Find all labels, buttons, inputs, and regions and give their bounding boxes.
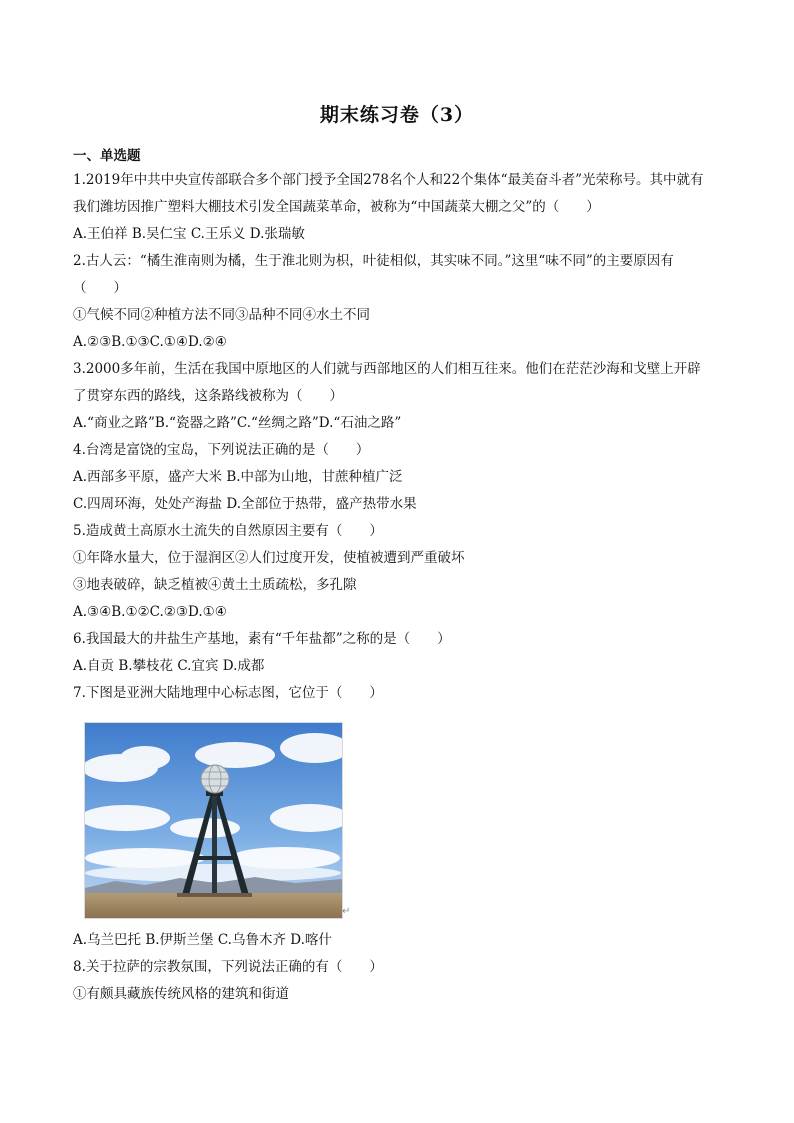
q1-options: A.王伯祥 B.吴仁宝 C.王乐义 D.张瑞敏: [73, 226, 305, 242]
q2-line-2: （ ）: [73, 280, 127, 296]
q1-line-1: 1.2019年中共中央宣传部联合多个部门授予全国278名个人和22个集体“最美奋斗者”光荣称号。其中就有: [73, 172, 704, 188]
q5-options: A.③④B.①②C.②③D.①④: [73, 604, 227, 620]
q2-statements: ①气候不同②种植方法不同③品种不同④水土不同: [73, 307, 370, 323]
section-heading: 一、单选题: [73, 148, 141, 164]
page-title: 期末练习卷（3）: [319, 104, 475, 126]
asia-center-monument-icon: [85, 723, 342, 918]
q4-options-cd: C.四周环海，处处产海盐 D.全部位于热带，盛产热带水果: [73, 496, 417, 512]
q5-statements-2: ③地表破碎，缺乏植被④黄土土质疏松，多孔隙: [73, 577, 357, 593]
q6-options: A.自贡 B.攀枝花 C.宜宾 D.成都: [73, 658, 265, 674]
q6-stem: 6.我国最大的井盐生产基地，素有“千年盐都”之称的是（ ）: [73, 631, 451, 647]
q8-statement-1: ①有颇具藏族传统风格的建筑和街道: [73, 986, 289, 1002]
q3-options: A.“商业之路”B.“瓷器之路”C.“丝绸之路”D.“石油之路”: [73, 415, 402, 431]
q5-stem: 5.造成黄土高原水土流失的自然原因主要有（ ）: [73, 523, 383, 539]
q5-statements-1: ①年降水量大，位于湿润区②人们过度开发，使植被遭到严重破坏: [73, 550, 465, 566]
paragraph-mark-icon: ↵: [342, 906, 351, 917]
q3-line-2: 了贯穿东西的路线，这条路线被称为（ ）: [73, 388, 343, 404]
q8-stem: 8.关于拉萨的宗教氛围，下列说法正确的有（ ）: [73, 959, 383, 975]
q1-line-2: 我们潍坊因推广塑料大棚技术引发全国蔬菜革命，被称为“中国蔬菜大棚之父”的（ ）: [73, 199, 600, 215]
q3-line-1: 3.2000多年前，生活在我国中原地区的人们就与西部地区的人们相互往来。他们在茫茫沙海和戈壁上开辟: [73, 361, 701, 377]
q2-line-1: 2.古人云：“橘生淮南则为橘，生于淮北则为枳，叶徒相似，其实味不同。”这里“味不同”的主要原因有: [73, 253, 674, 269]
q4-options-ab: A.西部多平原，盛产大米 B.中部为山地，甘蔗种植广泛: [73, 469, 403, 485]
q7-options: A.乌兰巴托 B.伊斯兰堡 C.乌鲁木齐 D.喀什: [73, 932, 332, 948]
q4-stem: 4.台湾是富饶的宝岛，下列说法正确的是（ ）: [73, 442, 370, 458]
q2-options: A.②③B.①③C.①④D.②④: [73, 334, 227, 350]
q7-stem: 7.下图是亚洲大陆地理中心标志图，它位于（ ）: [73, 685, 383, 701]
monument-photo: [84, 722, 343, 919]
